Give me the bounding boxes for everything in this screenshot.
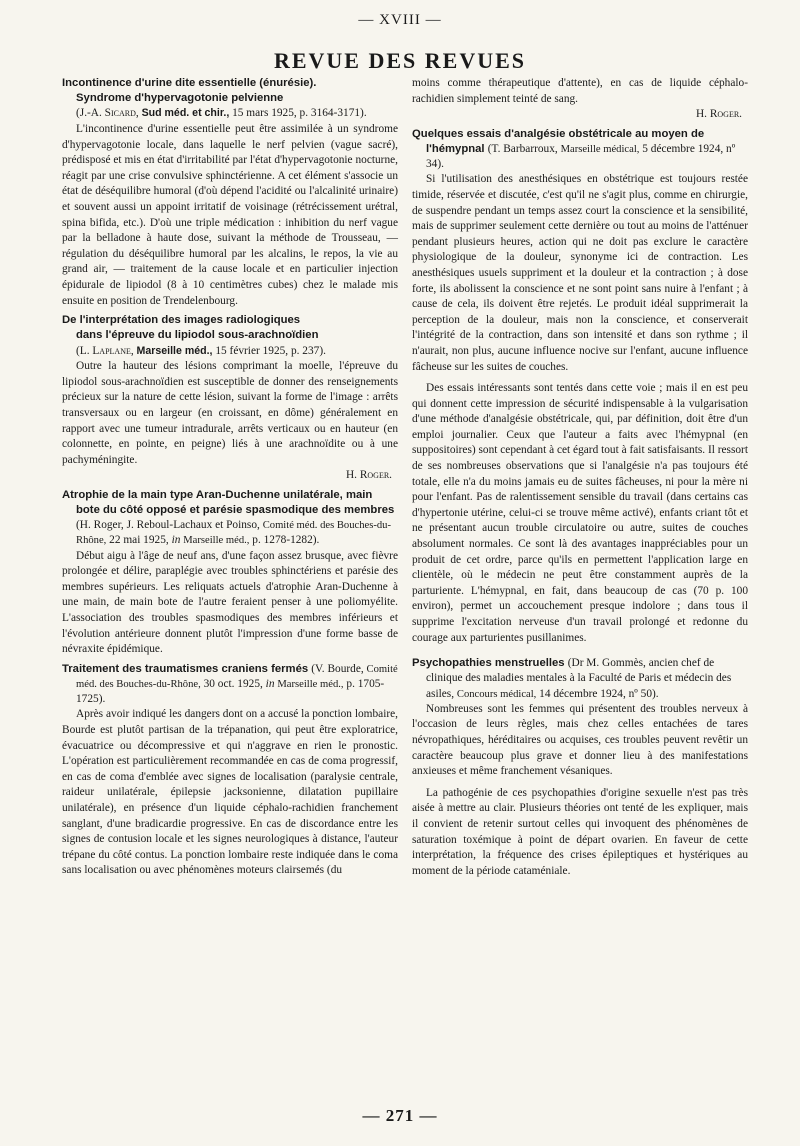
- article-title: [62, 76, 398, 106]
- title-line: Atrophie de la main type Aran-Duchenne unilatérale, main bote du côté opposé et parésie spasmodique des membres: [62, 488, 395, 517]
- author-signature: H. Roger.: [345, 469, 392, 482]
- ref-author: (Dr M. Gommès, ancien chef de clinique des maladies mentales à la Faculté de Paris et médecin des asiles,: [426, 657, 732, 700]
- ref-journal: Sud méd. et chir.,: [141, 107, 230, 120]
- article-body-continued: moins comme thérapeutique d'attente), en cas de liquide céphalo-rachidien simplement teinté de sang.: [412, 77, 748, 105]
- article-hemypnal: [412, 127, 748, 646]
- ref-details: 5 décembre 1924, nº 34).: [426, 142, 736, 171]
- title-line: Psychopathies menstruelles: [412, 657, 565, 670]
- title-line: dans l'épreuve du lipiodol sous-arachnoïdien: [76, 329, 319, 342]
- ref-author: (J.-A. Sicard,: [76, 107, 139, 120]
- ref-journal-2: Marseille méd.,: [277, 679, 344, 691]
- article-title: [62, 488, 398, 549]
- article-title: [62, 313, 398, 343]
- right-column: [412, 76, 748, 883]
- article-body: Début aigu à l'âge de neuf ans, d'une façon assez brusque, avec fièvre prolongée et délire, paraplégie avec troubles sphinctériens et parésie des membres supérieurs. Les reliquats actuels d'atrophie Aran-Duchenne à une main, de main bote de l'autre feraient penser à une poliomyélite. L'association des troubles spasmodiques des membres inférieurs et l'évolution antérieure donnent plutôt l'impression d'une forme basse de névraxite épidémique.: [62, 549, 398, 656]
- ref-date: 22 mai 1925,: [109, 534, 169, 547]
- title-line: Quelques essais d'analgésie obstétricale au moyen de l'hémypnal: [412, 127, 705, 155]
- ref-journal: Concours médical,: [456, 688, 537, 700]
- left-column: [62, 76, 398, 883]
- article-enuresie: [62, 76, 398, 309]
- ref-journal-2: Marseille méd.,: [183, 535, 250, 547]
- article-body: L'incontinence d'urine essentielle peut être assimilée à un syndrome d'hypervagotonie locale, dans laquelle le nerf pelvien (vague sacré), prédisposé et mis en état d'irritabilité par l'état d'hypervagotonie nocturne, réagit par une crise convulsive sphinctérienne. A cet élément s'associe un état de déséquilibre humoral (d'où dépend l'acidité ou l'alcalinité urinaire) et souvent aussi un appoint irritatif de voisinage (rétrécissement urétral, spina bifida, etc.). D'où une triple médication : inhibition du nerf vague par la belladone à haute dose, suivant la méthode de Trousseau, — régulation du déséquilibre humoral par les alcalins, le repos, la vie au grand air, — traitement de la cause locale et en particulier injection épidurale de lipiodol (8 à 10 centimètres cubes) chez le malade mis ensuite en position de Trendelenbourg.: [62, 123, 398, 307]
- article-reference: [76, 106, 398, 122]
- article-body: Après avoir indiqué les dangers dont on a accusé la ponction lombaire, Bourde est plutôt partisan de la trépanation, qui peut être exploratrice, évacuatrice ou décompressive et qui n'aggrave en rien le pronostic. L'opération est particulièrement recommandée en cas de coma progressif, en cas de coma d'emblée avec signes de localisation (paralysie centrale, raideur unilatérale, épilepsie jacksonienne, dilatation pupillaire unilatérale), en présence d'un liquide céphalo-rachidien franchement sanglant, d'une bradicardie progressive. En cas de discordance entre les signes de contusion locale et les signes neurologiques à distance, l'auteur trépane du côté contus. La ponction lombaire reste indiquée dans le coma sans localisation ou avec phénomènes moteurs clairsemés (du: [62, 708, 398, 877]
- ref-in: in: [265, 678, 275, 691]
- top-page-number: — XVIII —: [358, 12, 442, 28]
- page-number: — 271 —: [362, 1106, 438, 1125]
- ref-details: p. 1705-1725).: [76, 678, 385, 706]
- ref-date: 30 oct. 1925,: [203, 678, 263, 691]
- title-line: De l'interprétation des images radiologiques: [62, 314, 301, 327]
- page-title: REVUE DES REVUES: [273, 48, 527, 73]
- article-radiologie: [62, 313, 398, 484]
- title-line: Syndrome d'hypervagotonie pelvienne: [76, 92, 284, 105]
- article-body: Si l'utilisation des anesthésiques en obstétrique est toujours restée timide, réservée et discutée, c'est qu'il ne s'agit plus, comme en chirurgie, de suspendre pendant un temps assez court la conscience et la sensibilité, mais de supprimer seulement cette dernière ou tout au moins de l'atténuer pendant plusieurs heures, action qui ne doit pas exclure le caractère physiologique de la douleur, synonyme ici de contraction. Les anesthésiques usuels suppriment et la douleur et la contraction ; à dose forte, ils abolissent la conscience et ne sont point sans nuire à l'enfant ; à cause de cela, ils doivent être rejetés. Le produit idéal supprimerait la perception de la douleur, mais non la conscience, et conserverait l'intégrité de la contraction, dans son intensité et dans son rythme ; il n'aurait, non plus, aucune influence nocive sur l'enfant, aucune influence fâcheuse sur les suites de couches.: [412, 173, 748, 373]
- title-line: Traitement des traumatismes craniens fermés: [62, 662, 309, 675]
- article-body: Outre la hauteur des lésions comprimant la moelle, l'épreuve du lipiodol sous-arachnoïdien est susceptible de donner des renseignements précieux sur la nature de cette lésion, suivant la forme de l'image : arrêts transversaux ou en largeur (en croissant, en dôme) généralement en rapport avec une tumeur intradurale, arrêts verticaux ou en hauteur (en colonnette, en pointe, en peigne) liés à une arachnoïdite ou à une pachyméningite.: [62, 360, 398, 466]
- article-title: [412, 127, 748, 173]
- ref-author: (T. Barbarroux,: [487, 142, 558, 155]
- article-body: Nombreuses sont les femmes qui présentent des troubles nerveux à l'occasion de leurs règles, mais chez celles entachées de tares névropathiques, héréditaires ou acquises, ces troubles peuvent revêtir un caractère beaucoup plus grave et donner lieu à des manifestations anxieuses et même franchement vésaniques.: [412, 702, 748, 778]
- article-traumatismes: [62, 662, 398, 879]
- article-title: [412, 656, 748, 702]
- ref-details: 14 décembre 1924, nº 50).: [539, 687, 659, 700]
- article-reference: [76, 344, 398, 360]
- ref-author: (V. Bourde,: [311, 662, 364, 675]
- ref-author: (L. Laplane,: [76, 344, 134, 357]
- ref-journal: Comité méd. des Bouches-du-Rhône,: [76, 520, 391, 547]
- ref-in: in: [171, 534, 181, 547]
- ref-details: 15 mars 1925, p. 3164-3171).: [232, 107, 367, 120]
- ref-journal: Marseille méd.,: [136, 344, 213, 357]
- title-line: Incontinence d'urine dite essentielle (énurésie).: [62, 77, 317, 89]
- article-traumatismes-continued: [412, 76, 748, 123]
- article-atrophie: [62, 488, 398, 658]
- ref-journal: Marseille médical,: [560, 143, 640, 155]
- article-psychopathies: [412, 656, 748, 879]
- ref-details: 15 février 1925, p. 237).: [215, 344, 326, 357]
- author-signature: H. Roger.: [695, 108, 742, 121]
- article-body: Des essais intéressants sont tentés dans cette voie ; mais il en est peu qui donnent cette impression de sécurité indispensable à la vulgarisation d'une méthode d'analgésie obstétricale, qui, par définition, doit être d'un emploi journalier. Ceux que l'auteur a faits avec l'hémypnal (en suppositoires) sont cependant à cet égard tout à fait satisfaisants. Il ressort de ses nombreuses observations que si l'analgésie n'a pas toujours été totale, elle n'a du moins jamais eu de suites fâcheuses, ni pour la mère ni pour l'enfant. Pas de ralentissement sensible du travail (dans certains cas d'hypertonie utérine, celui-ci se trouve même activé), enfants criant tôt et ne présentant aucun trouble circulatoire ou autre, suites de couches absolument normales. Ce sont là des avantages inappréciables pour un produit de cet ordre, parce qu'ils en permettent l'application large en clientèle, où le médecin ne peut être constamment auprès de la parturiente. L'hémypnal, en fait, dans beaucoup de cas (70 p. 100 environ), permet un accouchement presque indolore ; dans tous il supprime l'excitation nerveuse d'un travail prolongé et redonne du courage aux parturientes pusillanimes.: [412, 382, 748, 644]
- article-body: La pathogénie de ces psychopathies d'origine sexuelle n'est pas très aisée à mettre au clair. Plusieurs théories ont tenté de les expliquer, mais il convient de retenir surtout celles qui invoquent des phénomènes de saturation toxémique à point de départ ovarien. En faveur de cette interprétation, la fréquence des crises épileptiques et hystériques au moment de la période cataméniale.: [412, 786, 748, 877]
- ref-details: p. 1278-1282).: [252, 534, 320, 547]
- ref-journal: Comité méd. des Bouches-du-Rhône,: [76, 663, 398, 691]
- ref-author: (H. Roger, J. Reboul-Lachaux et Poinso,: [76, 519, 260, 532]
- article-title: [62, 662, 398, 708]
